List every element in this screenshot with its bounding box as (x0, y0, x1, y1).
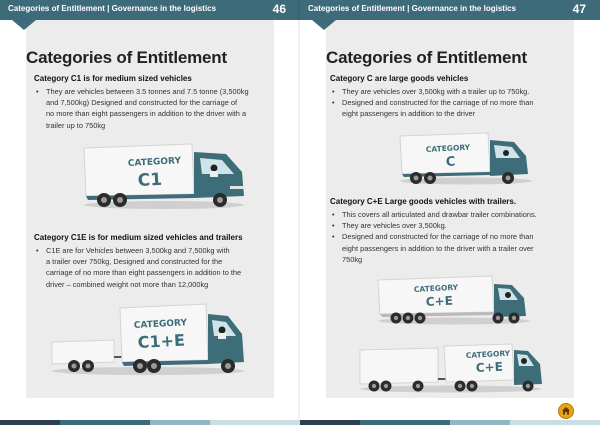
truck-label-c1-code: C1 (137, 169, 163, 191)
section-heading-c1e: Category C1E is for medium sized vehicles and trailers (34, 233, 243, 242)
page-title-right: Categories of Entitlement (326, 48, 527, 67)
page-header-right (300, 0, 600, 20)
footer-color-stripe (0, 420, 600, 425)
header-notch-left (12, 20, 36, 30)
bullet-item: • Designed and constructed for the carriage of no more than eight passengers in addition to the driver with a trailer over 750kg (330, 231, 537, 265)
section-heading-c: Category C are large goods vehicles (330, 74, 469, 83)
home-button[interactable] (558, 403, 574, 419)
truck-label-ce2-code: C+E (475, 359, 504, 375)
bullet-item: • This covers all articulated and drawbar trailer combinations. (330, 209, 537, 220)
truck-label-c1-word: CATEGORY (127, 156, 182, 169)
truck-label-c-code: C (445, 154, 456, 170)
header-title-right: Categories of Entitlement | Governance in the logistics (308, 4, 517, 13)
bullet-item: • They are vehicles over 3,500kg. (330, 220, 537, 231)
bullet-item: • C1E are for Vehicles between 3,500kg and 7,500kg with a trailer over 750kg, Designed and constructed for the carriage of no more than eight passengers in addition to the driver – combined weight not more than 12,000kg (34, 245, 241, 290)
truck-label-c1e-word: CATEGORY (133, 318, 188, 331)
truck-c1-illustration (80, 142, 248, 210)
bullet-list-c1e (34, 245, 241, 290)
header-title-left: Categories of Entitlement | Governance in the logistics (8, 4, 217, 13)
bullet-list-c1 (34, 86, 249, 131)
page-header-left (0, 0, 300, 20)
truck-ce-drawbar-illustration (356, 340, 546, 394)
section-heading-ce: Category C+E Large goods vehicles with trailers. (330, 197, 517, 206)
bullet-list-ce (330, 209, 537, 265)
truck-label-c1e-code: C1+E (137, 330, 186, 352)
page-number-left: 46 (272, 2, 286, 16)
home-icon (559, 404, 573, 418)
section-heading-c1: Category C1 is for medium sized vehicles (34, 74, 192, 83)
truck-ce-articulated-illustration (374, 272, 534, 326)
truck-label-ce2-word: CATEGORY (465, 348, 511, 360)
right-page (300, 0, 600, 425)
truck-label-ce1-code: C+E (425, 293, 454, 309)
bullet-item: • They are vehicles between 3.5 tonnes and 7.5 tonne (3,500kg and 7,500kg) Designed and constructed for the carriage of no more than eight passengers in addition to the driver with a trailer up to 750kg (34, 86, 249, 131)
page-number-right: 47 (572, 2, 586, 16)
header-notch-right (312, 20, 336, 30)
page-title-left: Categories of Entitlement (26, 48, 227, 67)
bullet-item: • Designed and constructed for the carriage of no more than eight passengers in addition to the driver (330, 97, 533, 119)
truck-c1e-illustration (48, 300, 248, 376)
truck-label-ce1-word: CATEGORY (413, 282, 459, 294)
bullet-item: • They are vehicles over 3,500kg with a trailer up to 750kg. (330, 86, 533, 97)
truck-c-illustration (396, 130, 536, 186)
bullet-list-c (330, 86, 533, 120)
truck-label-c-word: CATEGORY (425, 142, 471, 154)
